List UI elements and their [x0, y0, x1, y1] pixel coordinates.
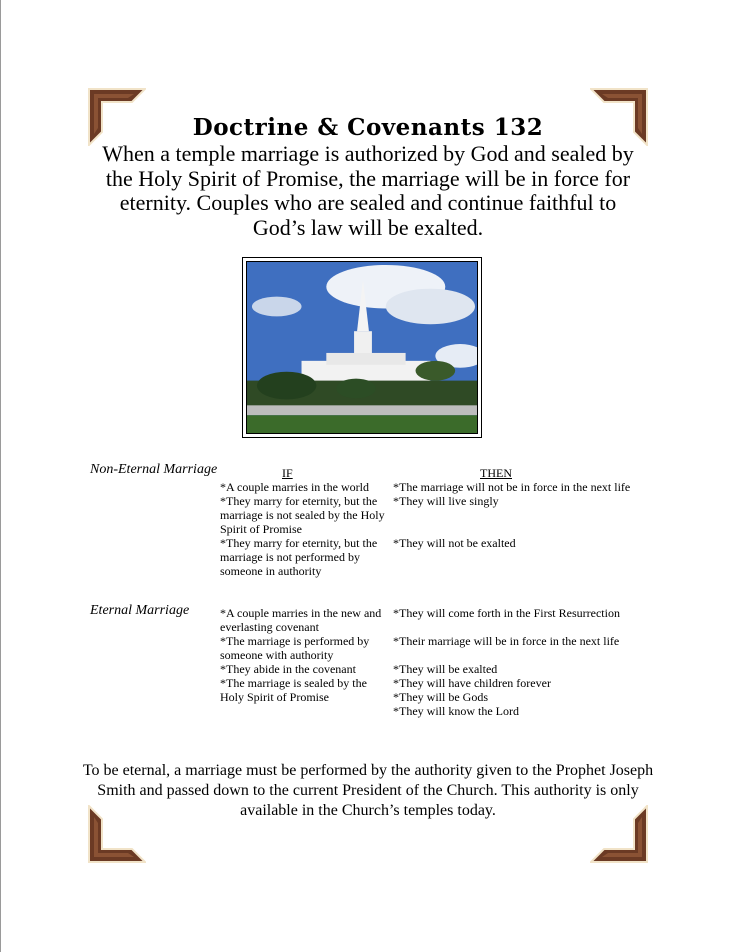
non-eternal-if-item: *They marry for eternity, but the marriage is not performed by someone in authority: [220, 536, 378, 578]
eternal-then-item: *Their marriage will be in force in the next life: [393, 634, 620, 648]
non-eternal-if-item: *A couple marries in the world: [220, 480, 369, 494]
eternal-then-item: *They will be Gods: [393, 690, 488, 704]
if-header: IF: [282, 466, 293, 480]
non-eternal-if-item: *They marry for eternity, but the marriage is not sealed by the Holy Spirit of Promise: [220, 494, 385, 536]
non-eternal-label: Non-Eternal Marriage: [90, 462, 218, 477]
non-eternal-then-item: *They will not be exalted: [393, 536, 516, 550]
eternal-if-item: *A couple marries in the new and everlasting covenant: [220, 606, 382, 634]
closing-paragraph: To be eternal, a marriage must be performed by the authority given to the Prophet Joseph Smith and passed down to the current President of the Church. This authority is only available in the Church’s temples today.: [82, 762, 654, 819]
eternal-if-item: *The marriage is sealed by the Holy Spirit of Promise: [220, 676, 367, 704]
eternal-label: Eternal Marriage: [90, 603, 190, 618]
eternal-then-item: *They will come forth in the First Resurrection: [393, 606, 620, 620]
non-eternal-then-item: *They will live singly: [393, 494, 499, 508]
intro-paragraph: When a temple marriage is authorized by God and sealed by the Holy Spirit of Promise, the marriage will be in force for eternity. Couples who are sealed and continue faithful to God’s law will be exalted.: [102, 141, 634, 240]
eternal-then-item: *They will know the Lord: [393, 704, 519, 718]
then-header: THEN: [480, 466, 512, 480]
page-title: Doctrine & Covenants 132: [192, 114, 544, 141]
eternal-if-item: *They abide in the covenant: [220, 662, 356, 676]
non-eternal-then-item: *The marriage will not be in force in the next life: [393, 480, 631, 494]
eternal-then-item: *They will be exalted: [393, 662, 498, 676]
eternal-if-item: *The marriage is performed by someone with authority: [220, 634, 370, 662]
eternal-then-item: *They will have children forever: [393, 676, 551, 690]
